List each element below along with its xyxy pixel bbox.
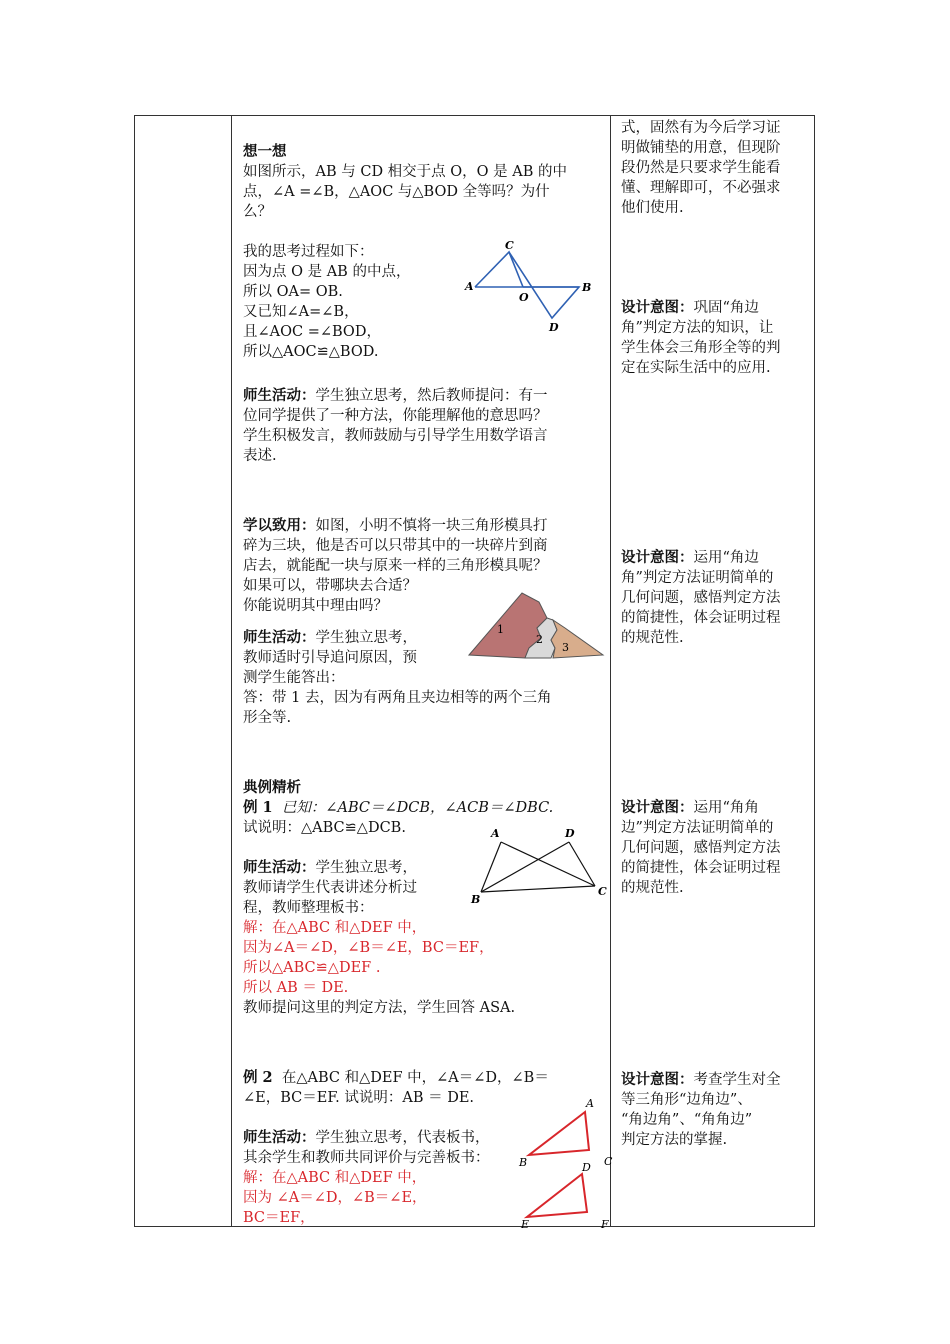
apply-activity-line: 师生活动：学生独立思考， <box>243 629 417 646</box>
broken-triangle-figure <box>467 590 607 662</box>
ex1-line: 例 1 已知：∠ABC＝∠DCB，∠ACB＝∠DBC. <box>243 799 554 816</box>
intent-top-line: 明做铺垫的用意，但现阶 <box>621 140 781 156</box>
intent-top-line: 式，固然有为今后学习证 <box>621 120 781 136</box>
label-c: C <box>598 885 607 898</box>
label-f: F <box>601 1218 609 1231</box>
label-b: B <box>519 1156 528 1169</box>
ex1-activity-line: 教师请学生代表讲述分析过 <box>243 880 417 896</box>
think-question-line: 如图所示，AB 与 CD 相交于点 O，O 是 AB 的中 <box>243 164 568 180</box>
triangle-abc <box>529 1112 589 1155</box>
intent-top-line: 他们使用. <box>621 200 684 216</box>
think-process-line: 又已知∠A=∠B， <box>243 304 359 320</box>
lesson-table <box>134 115 815 1231</box>
label-a: A <box>465 280 474 293</box>
ex1-solution-line: 解：在△ABC 和△DEF 中， <box>243 920 427 936</box>
ex1-solution-line: 因为∠A＝∠D，∠B＝∠E，BC＝EF， <box>243 940 494 956</box>
ex2-solution-line: 解：在△ABC 和△DEF 中， <box>243 1170 427 1186</box>
intent-2-line: 的规范性. <box>621 630 684 646</box>
think-process-line: 且∠AOC =∠BOD， <box>243 324 381 340</box>
intent-3-line: 边”判定方法证明简单的 <box>621 820 774 836</box>
segment-ab <box>481 842 501 892</box>
apply-activity-line: 答：带 1 去，因为有两角且夹边相等的两个三角 <box>243 690 552 706</box>
think-activity-line: 学生积极发言，教师鼓励与引导学生用数学语言 <box>243 428 548 444</box>
piece-1-label: 1 <box>497 623 504 636</box>
intent-top-line: 懂、理解即可，不必强求 <box>621 180 781 196</box>
label-e: E <box>521 1218 530 1231</box>
ex2-activity-line: 其余学生和教师共同评价与完善板书： <box>243 1150 490 1166</box>
intent-4-line: 判定方法的掌握. <box>621 1132 728 1148</box>
triangle-bod <box>509 252 579 318</box>
intent-4-line: “角边角”、“角角边” <box>621 1112 753 1128</box>
intent-3-line: 的规范性. <box>621 880 684 896</box>
think-process-line: 所以△AOC≌△BOD. <box>243 344 379 360</box>
intent-2-line: 设计意图：运用“角边 <box>621 549 759 566</box>
segment-bc <box>481 886 595 892</box>
piece-2-label: 2 <box>536 633 543 646</box>
think-question-line: 么？ <box>243 204 272 220</box>
triangle-def <box>527 1174 587 1217</box>
intent-3-line: 的简捷性，体会证明过程 <box>621 860 781 876</box>
ex1-line: 试说明：△ABC≌△DCB. <box>243 820 406 836</box>
example2-figure <box>515 1092 615 1231</box>
label-b: B <box>582 281 592 294</box>
ex2-solution-line: BC＝EF， <box>243 1210 315 1226</box>
intent-2-line: 角”判定方法证明简单的 <box>621 570 774 586</box>
apply-activity-line: 教师适时引导追问原因，预 <box>243 650 417 666</box>
apply-line: 店去，就能配一块与原来一样的三角形模具呢？ <box>243 558 548 574</box>
label-c: C <box>604 1155 613 1168</box>
label-c: C <box>505 239 514 252</box>
ex2-line: 例 2 在△ABC 和△DEF 中，∠A＝∠D，∠B＝ <box>243 1069 549 1086</box>
segment-ac <box>501 842 595 886</box>
think-activity-line: 师生活动：学生独立思考，然后教师提问：有一 <box>243 387 548 404</box>
intent-3-line: 设计意图：运用“角角 <box>621 799 759 816</box>
intent-column <box>621 116 815 1226</box>
ex1-note: 教师提问这里的判定方法，学生回答 ASA. <box>243 1000 516 1016</box>
intent-3-line: 几何问题，感悟判定方法 <box>621 840 781 856</box>
apply-line: 学以致用：如图，小明不慎将一块三角形模具打 <box>243 517 548 534</box>
examples-title: 典例精析 <box>243 779 301 796</box>
label-d: D <box>565 827 575 840</box>
think-question-line: 点，∠A =∠B，△AOC 与△BOD 全等吗？为什 <box>243 184 550 200</box>
label-a: A <box>586 1097 594 1110</box>
intent-1-line: 定在实际生活中的应用. <box>621 360 771 376</box>
label-a: A <box>491 827 500 840</box>
think-activity-line: 表述. <box>243 448 277 464</box>
apply-line: 你能说明其中理由吗？ <box>243 598 388 614</box>
intent-4-line: 设计意图：考查学生对全 <box>621 1071 781 1088</box>
intent-4-line: 等三角形“边角边”、 <box>621 1092 752 1108</box>
think-title: 想一想 <box>243 143 287 160</box>
intent-1-line: 学生体会三角形全等的判 <box>621 340 781 356</box>
think-process-line: 因为点 O 是 AB 的中点， <box>243 264 411 280</box>
ex1-solution-line: 所以△ABC≌△DEF . <box>243 960 381 976</box>
label-o: O <box>519 291 529 304</box>
think-process-line: 我的思考过程如下： <box>243 244 374 260</box>
apply-line: 碎为三块，他是否可以只带其中的一块碎片到商 <box>243 538 548 554</box>
apply-activity-line: 测学生能答出： <box>243 670 345 686</box>
content-column <box>243 116 618 1231</box>
ex2-line: ∠E，BC＝EF. 试说明：AB ＝ DE. <box>243 1090 475 1106</box>
label-b: B <box>471 893 481 906</box>
apply-activity-line: 形全等. <box>243 710 292 726</box>
triangle-aoc <box>475 252 523 287</box>
ex1-activity-line: 程，教师整理板书： <box>243 900 374 916</box>
think-activity-line: 位同学提供了一种方法，你能理解他的意思吗？ <box>243 408 548 424</box>
example1-figure <box>471 822 611 904</box>
think-process-line: 所以 OA= OB. <box>243 284 343 300</box>
intent-2-line: 的简捷性，体会证明过程 <box>621 610 781 626</box>
intent-1-line: 设计意图：巩固“角边 <box>621 299 759 316</box>
ex2-activity-line: 师生活动：学生独立思考，代表板书， <box>243 1129 490 1146</box>
ex1-solution-line: 所以 AB ＝ DE. <box>243 980 349 996</box>
ex1-activity-line: 师生活动：学生独立思考， <box>243 859 417 876</box>
intent-top-line: 段仍然是只要求学生能看 <box>621 160 781 176</box>
column-divider-left <box>231 116 232 1226</box>
intent-2-line: 几何问题，感悟判定方法 <box>621 590 781 606</box>
apply-line: 如果可以，带哪块去合适？ <box>243 578 417 594</box>
intent-1-line: 角”判定方法的知识，让 <box>621 320 774 336</box>
label-d: D <box>582 1161 591 1174</box>
piece-3 <box>551 620 603 658</box>
ex2-solution-line: 因为 ∠A＝∠D，∠B＝∠E， <box>243 1190 427 1206</box>
piece-3-label: 3 <box>562 641 569 654</box>
bowtie-triangles-figure <box>465 240 595 335</box>
label-d: D <box>549 321 559 334</box>
